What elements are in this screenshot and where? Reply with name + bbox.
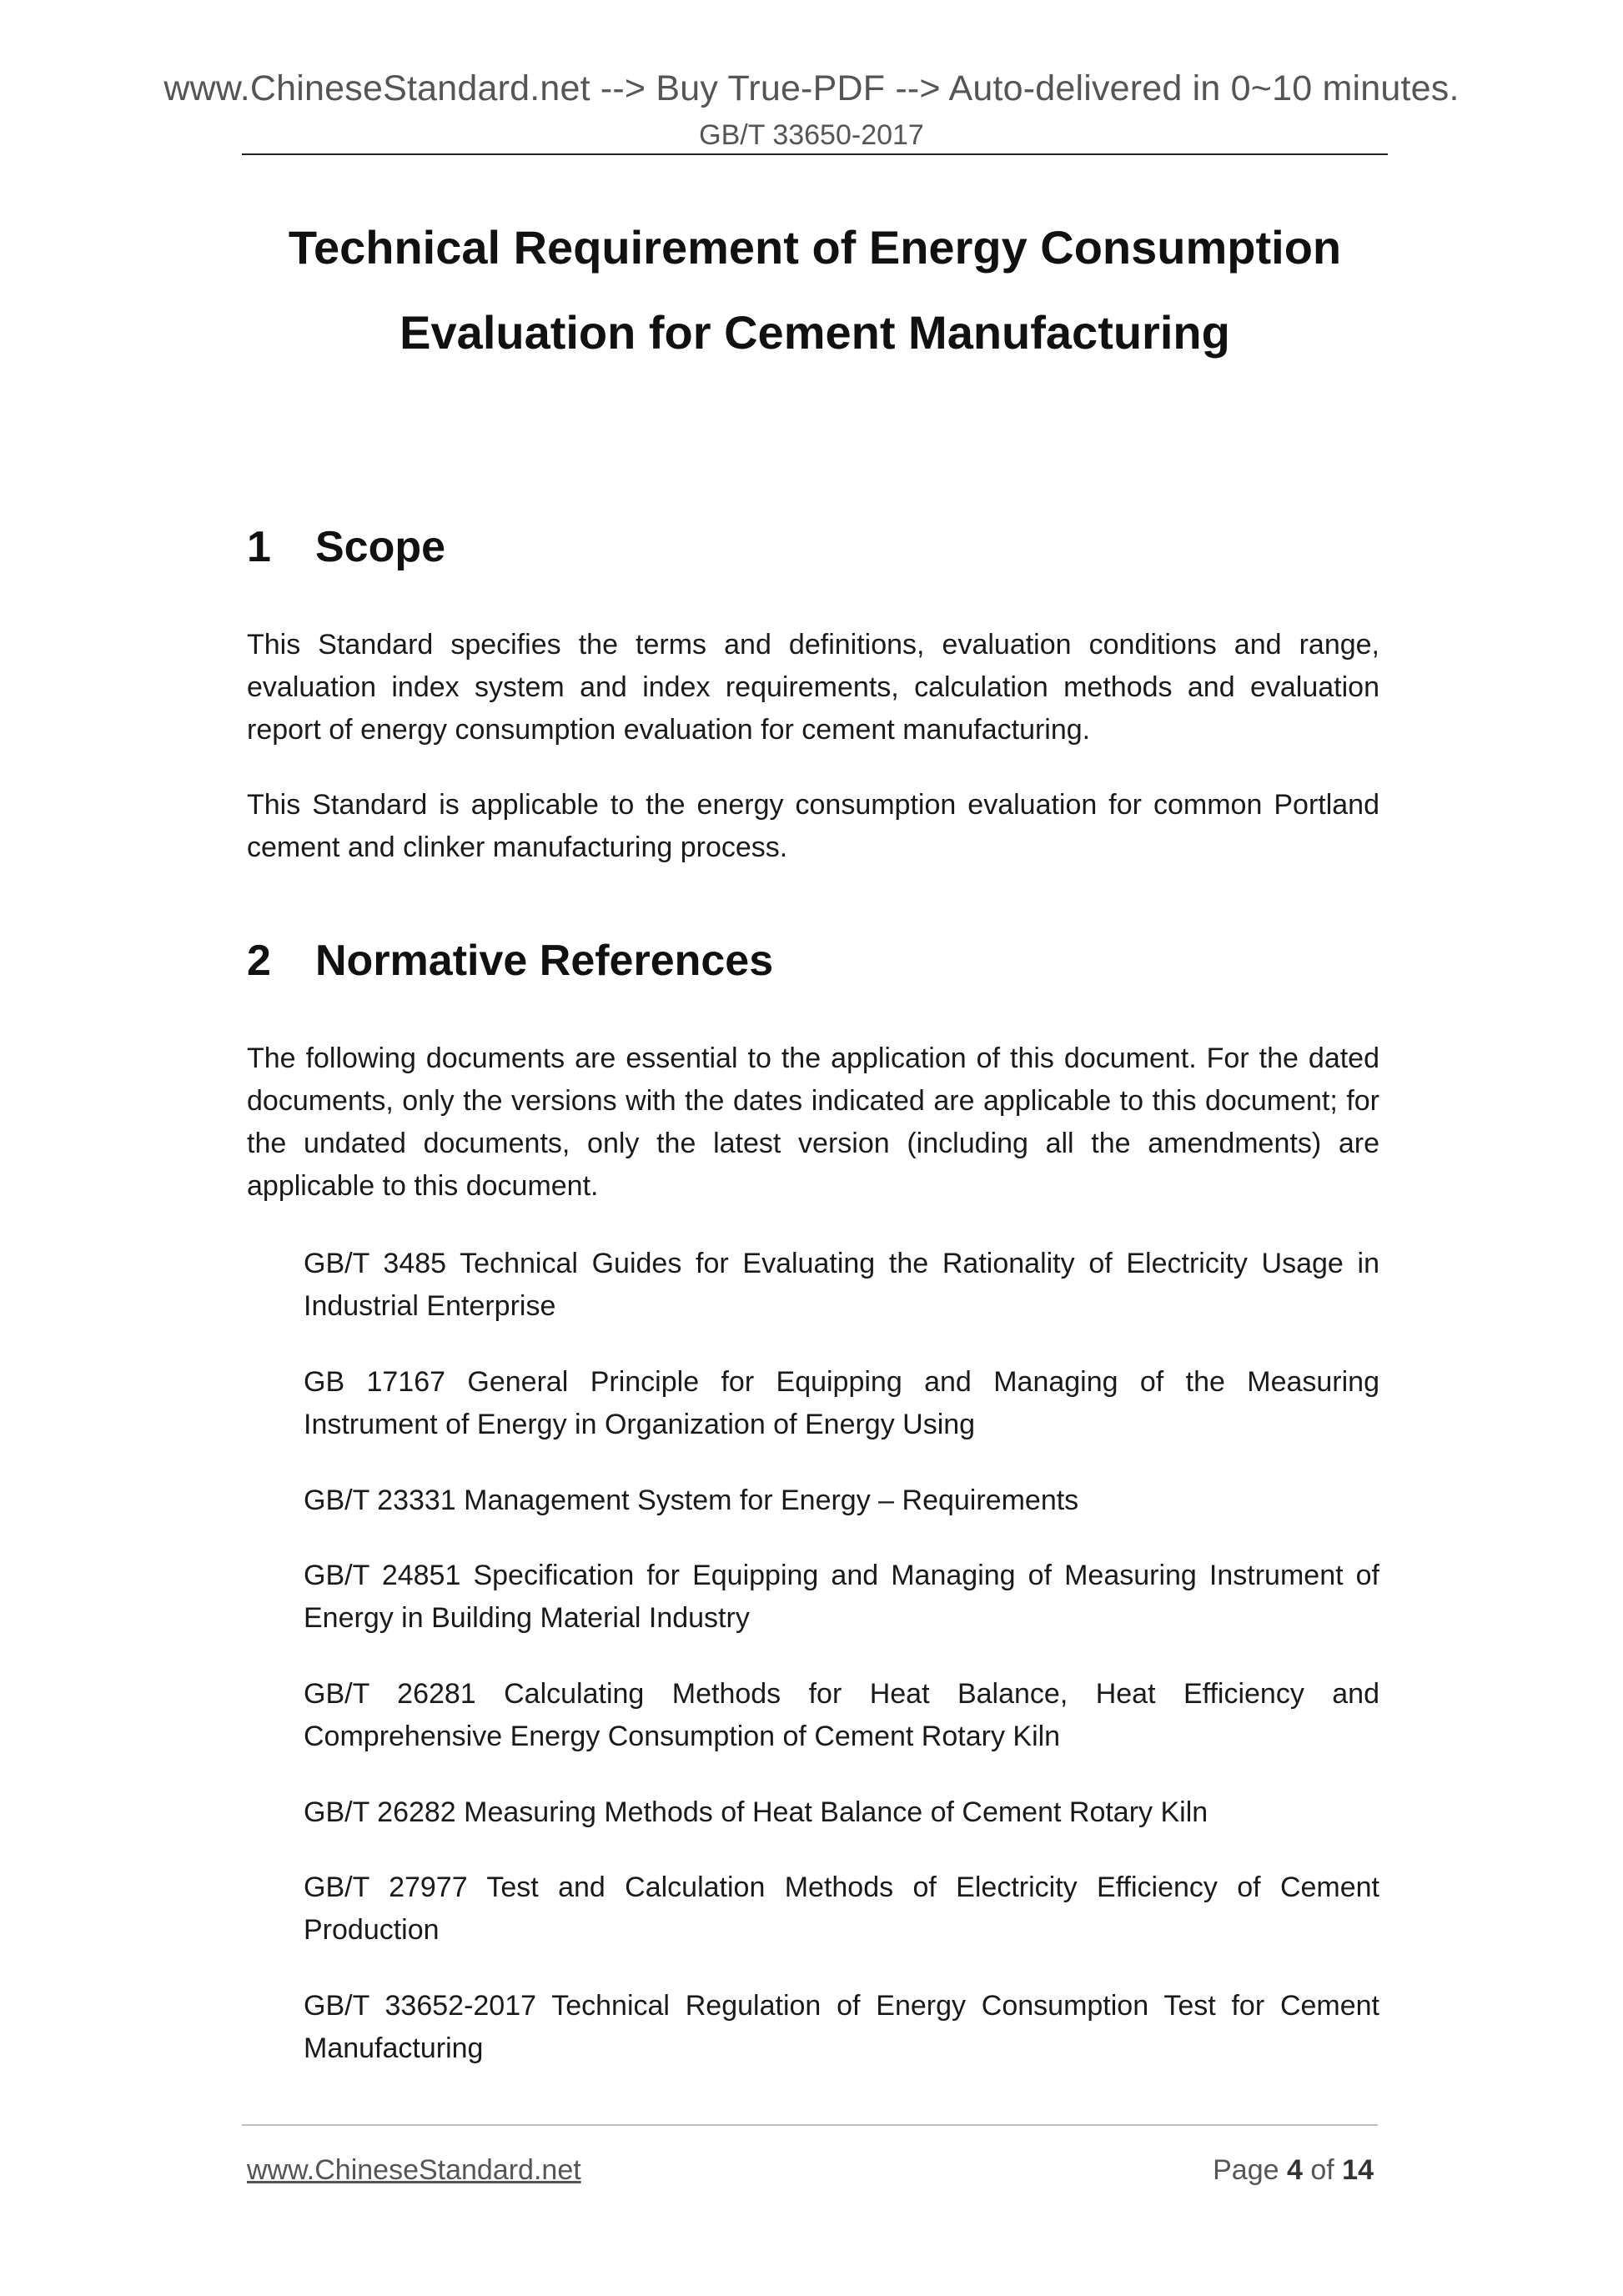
document-title <box>242 205 1388 375</box>
section-number: 2 <box>247 937 271 985</box>
reference-item: GB 17167 General Principle for Equipping and Managing of the Measuring Instrument of Energy in Organization of Energy Using <box>304 1366 1379 1440</box>
title-line-1: Technical Requirement of Energy Consumption <box>288 221 1342 274</box>
header-standard-number: GB/T 33650-2017 <box>699 119 924 151</box>
scope-paragraph: This Standard specifies the terms and definitions, evaluation conditions and range, evaluation index system and index requirements, calculation methods and evaluation report of energy consumption evaluation for cement manufacturing. <box>247 629 1379 746</box>
reference-item: GB/T 27977 Test and Calculation Methods of Electricity Efficiency of Cement Production <box>304 1871 1379 1946</box>
reference-item: GB/T 26282 Measuring Methods of Heat Balance of Cement Rotary Kiln <box>304 1796 1208 1828</box>
page-current: 4 <box>1286 2154 1303 2186</box>
reference-item: GB/T 26281 Calculating Methods for Heat Balance, Heat Efficiency and Comprehensive Energy Consumption of Cement Rotary Kiln <box>304 1678 1379 1752</box>
page-prefix: Page <box>1213 2154 1279 2186</box>
header-divider <box>242 153 1388 155</box>
title-line-2: Evaluation for Cement Manufacturing <box>399 306 1230 359</box>
footer-divider <box>242 2124 1378 2126</box>
reference-item: GB/T 24851 Specification for Equipping and Managing of Measuring Instrument of Energy in Building Material Industry <box>304 1560 1379 1634</box>
section-number: 1 <box>247 523 271 571</box>
section-title: Scope <box>315 523 446 571</box>
section-title: Normative References <box>315 937 774 985</box>
footer-site-link[interactable]: www.ChineseStandard.net <box>247 2154 581 2186</box>
reference-item: GB/T 23331 Management System for Energy – Requirements <box>304 1485 1079 1516</box>
scope-paragraph: This Standard is applicable to the energy consumption evaluation for common Portland cement and clinker manufacturing process. <box>247 789 1379 863</box>
header-banner: www.ChineseStandard.net --> Buy True-PDF --> Auto-delivered in 0~10 minutes. <box>163 68 1460 108</box>
page-total: 14 <box>1342 2154 1374 2186</box>
section-heading-normative-references <box>247 934 773 987</box>
section-heading-scope <box>247 520 445 574</box>
references-intro-paragraph: The following documents are essential to the application of this document. For the dated documents, only the versions with the dates indicated are applicable to this document; for the undated documents, only the latest version (including all the amendments) are applicable to this document. <box>247 1042 1379 1202</box>
page-number <box>1213 2152 1374 2188</box>
reference-item: GB/T 3485 Technical Guides for Evaluating the Rationality of Electricity Usage in Industrial Enterprise <box>304 1248 1379 1322</box>
reference-item: GB/T 33652-2017 Technical Regulation of Energy Consumption Test for Cement Manufacturing <box>304 1990 1379 2064</box>
page-separator: of <box>1310 2154 1334 2186</box>
